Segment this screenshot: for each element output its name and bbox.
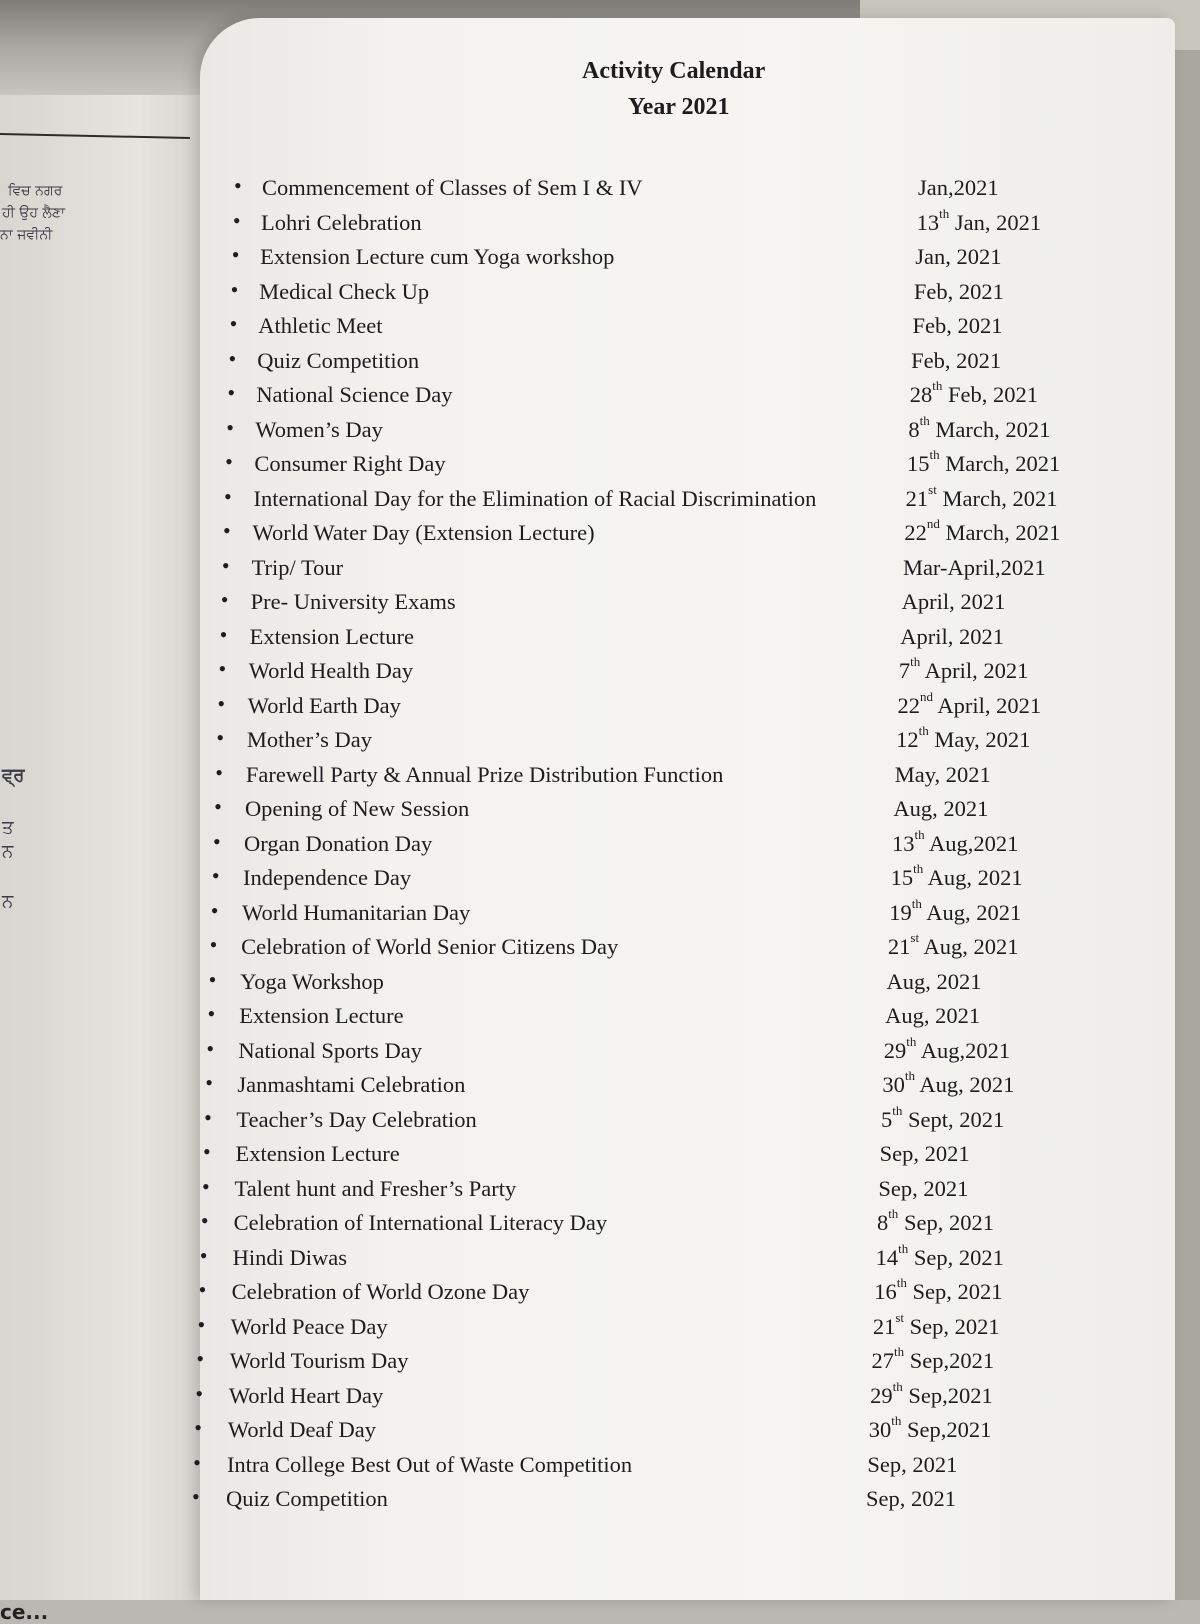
activity-name: Extension Lecture [239,1003,404,1028]
date-month-year: April, 2021 [920,658,1029,683]
activity-date [892,826,1019,857]
date-month-year: Aug, 2021 [919,934,1019,959]
left-page-fragment: ਨ [2,841,14,862]
bullet-icon: • [194,1415,202,1440]
date-ordinal-suffix: st [910,930,920,945]
date-ordinal-suffix: th [913,861,924,876]
bullet-icon: • [199,1242,208,1268]
activity-date [908,412,1051,443]
date-ordinal-suffix: th [939,205,950,221]
activity-name: World Heart Day [228,1382,384,1408]
activity-name: Medical Check Up [259,278,430,304]
bullet-icon: • [210,897,219,923]
activity-date [876,1206,994,1236]
bullet-icon: • [196,1346,205,1371]
bullet-icon: • [195,1380,204,1406]
date-ordinal-suffix: st [928,481,937,497]
date-ordinal-suffix: th [911,895,922,911]
activity-name: Pre- University Exams [250,589,456,614]
bullet-icon: • [201,1173,210,1199]
date-day: 13 [892,830,915,856]
bullet-icon: • [226,414,234,440]
activity-date [881,1102,1005,1133]
date-month-year: Sep, 2021 [908,1244,1004,1270]
date-day: 8 [876,1210,889,1235]
activity-name: Opening of New Session [244,796,470,821]
bullet-icon: • [214,794,222,819]
activity-date [887,930,1019,960]
activity-name: Trip/ Tour [251,554,344,580]
activity-date [893,796,988,822]
date-month-year: Sep, 2021 [878,1175,969,1201]
date-month-year: Sep, 2021 [867,1451,958,1477]
date-ordinal-suffix: nd [926,516,940,531]
activity-name: National Science Day [256,382,453,407]
bullet-icon: • [231,242,240,267]
bullet-icon: • [225,449,233,474]
date-ordinal-suffix: th [891,1413,902,1428]
activity-date [915,244,1001,270]
date-day: 28 [909,382,933,407]
date-ordinal-suffix: th [888,1206,899,1221]
bullet-icon: • [230,276,239,302]
activity-date [871,1344,995,1374]
activity-date [880,1141,970,1167]
activity-name: Mother’s Day [246,727,373,752]
activity-date [913,313,1003,339]
date-ordinal-suffix: th [932,378,943,393]
date-month-year: Jan, 2021 [949,209,1042,235]
date-day: 16 [874,1279,897,1304]
bullet-icon: • [198,1277,207,1302]
activity-name: World Health Day [248,658,414,683]
activity-name: World Earth Day [247,692,401,718]
date-month-year: Jan,2021 [918,175,999,200]
activity-date [867,1452,957,1478]
activity-name: World Tourism Day [229,1348,409,1373]
activity-date [883,1033,1011,1064]
date-ordinal-suffix: th [893,1344,905,1359]
activity-name: World Water Day (Extension Lecture) [252,520,595,545]
bullet-icon: • [217,690,226,716]
bullet-icon: • [227,380,236,405]
activity-name: Celebration of International Literacy Day [233,1210,608,1235]
bullet-icon: • [228,345,237,371]
activity-name: Extension Lecture [249,623,414,649]
background-right-edge [1175,50,1200,1600]
activity-date [874,1275,1003,1305]
date-ordinal-suffix: th [918,723,929,738]
left-page-fragment: ਨ [2,891,14,912]
date-day: 22 [904,520,927,545]
activity-name: Intra College Best Out of Waste Competition [226,1451,633,1477]
activity-name: Commencement of Classes of Sem I & IV [262,175,643,200]
date-ordinal-suffix: th [898,1240,909,1256]
date-month-year: Aug, 2021 [885,1003,981,1028]
bullet-icon: • [221,552,230,578]
activity-name: Janmashtami Celebration [237,1072,466,1097]
date-ordinal-suffix: th [919,412,930,428]
date-ordinal-suffix: th [906,1033,917,1049]
date-day: 21 [872,1313,896,1339]
left-page-rule [0,133,190,139]
activity-date [882,1068,1015,1098]
date-day: 22 [897,692,920,718]
activity-date [895,762,991,788]
activity-name: Hindi Diwas [232,1244,347,1270]
bullet-icon: • [203,1139,211,1164]
date-month-year: Sep,2021 [904,1348,995,1373]
date-month-year: March, 2021 [936,485,1058,511]
date-month-year: Aug, 2021 [915,1072,1015,1097]
activity-date [896,723,1031,753]
activity-date [904,516,1061,546]
activity-date [875,1240,1004,1271]
date-month-year: May, 2021 [894,761,991,787]
bullet-icon: • [224,483,232,509]
date-day: 21 [887,934,911,959]
activity-date [897,688,1042,719]
activity-date [909,378,1039,408]
date-month-year: Feb, 2021 [911,347,1002,373]
date-ordinal-suffix: th [892,1378,903,1394]
date-day: 30 [882,1072,905,1097]
bullet-icon: • [216,725,225,750]
activity-name: World Deaf Day [227,1417,377,1442]
bullet-icon: • [222,518,231,543]
date-month-year: Aug, 2021 [886,968,982,994]
date-month-year: Feb, 2021 [913,278,1004,304]
date-month-year: Sep, 2021 [906,1279,1003,1304]
date-month-year: May, 2021 [928,727,1031,752]
activity-date [916,205,1042,236]
activity-name: Quiz Competition [257,347,420,373]
date-day: 7 [898,658,911,683]
activity-date [878,1176,968,1202]
date-ordinal-suffix: th [904,1068,916,1083]
bullet-icon: • [213,828,221,854]
date-month-year: Feb, 2021 [912,313,1003,338]
left-page-fragment: ਵ੍ਰ [2,765,25,786]
bullet-icon: • [193,1449,201,1475]
left-page-fragment: ਤ [2,817,14,838]
activity-name: Celebration of World Ozone Day [231,1279,530,1304]
activity-date [885,1003,980,1029]
date-day: 30 [868,1417,892,1442]
activity-date [905,481,1058,512]
bullet-icon: • [200,1208,209,1233]
bullet-icon: • [211,863,220,888]
date-day: 5 [881,1106,893,1132]
bullet-icon: • [219,621,228,647]
activity-date [903,555,1046,581]
page-title: Activity Calendar [582,58,766,84]
date-ordinal-suffix: th [892,1102,903,1118]
activity-date [890,861,1023,891]
date-month-year: March, 2021 [939,520,1061,545]
date-month-year: Sep, 2021 [904,1313,1000,1339]
date-ordinal-suffix: th [914,826,925,842]
page-subtitle: Year 2021 [628,94,730,120]
activity-name: World Humanitarian Day [242,899,471,925]
date-month-year: March, 2021 [939,451,1061,476]
activity-name: World Peace Day [230,1313,388,1339]
date-day: 13 [916,209,940,235]
activity-name: International Day for the Elimination of Racial Discrimination [253,485,817,511]
date-month-year: Sep, 2021 [879,1141,970,1166]
date-month-year: Mar-April,2021 [902,554,1046,580]
date-ordinal-suffix: st [895,1309,904,1325]
bullet-icon: • [234,173,242,198]
activity-name: Farewell Party & Annual Prize Distribution Function [245,761,724,787]
bullet-icon: • [215,759,223,785]
activity-name: Consumer Right Day [254,451,446,476]
date-month-year: Aug, 2021 [923,865,1023,890]
date-day: 21 [905,485,929,511]
bullet-icon: • [209,932,218,957]
date-month-year: Sep, 2021 [866,1486,956,1511]
date-ordinal-suffix: th [910,654,921,669]
date-day: 27 [871,1348,894,1373]
bullet-icon: • [232,207,241,233]
date-month-year: April, 2021 [901,589,1006,614]
bullet-icon: • [208,966,217,992]
bullet-icon: • [218,656,227,681]
left-page-bottom-text: ce... [0,1600,49,1624]
activity-date [870,1378,993,1409]
date-month-year: Aug, 2021 [921,899,1022,925]
activity-date [898,654,1029,684]
activity-date [918,175,999,201]
background-left-page [0,95,230,1624]
date-month-year: Aug, 2021 [893,796,989,821]
date-month-year: Feb, 2021 [942,382,1039,407]
activity-date [887,969,982,995]
bullet-icon: • [204,1104,212,1130]
activity-date [914,279,1004,305]
bullet-icon: • [192,1484,200,1509]
activity-name: Yoga Workshop [240,968,384,994]
activity-date [868,1413,992,1443]
activity-name: Lohri Celebration [261,209,422,235]
date-ordinal-suffix: th [929,447,940,462]
date-day: 19 [889,899,912,925]
date-month-year: Sept, 2021 [902,1106,1005,1132]
activity-name: Extension Lecture [235,1141,400,1166]
activity-name: National Sports Day [238,1037,423,1063]
date-day: 15 [890,865,914,890]
date-month-year: Jan, 2021 [915,244,1002,269]
date-ordinal-suffix: th [896,1275,907,1290]
bullet-icon: • [220,587,229,612]
activity-name: Teacher’s Day Celebration [236,1106,477,1132]
activity-date [900,624,1004,650]
bullet-icon: • [205,1070,213,1095]
left-page-line: ਨਾ ਜਵੀਨੀ [0,227,53,243]
activity-date [889,895,1022,926]
activity-date [872,1309,1000,1340]
activity-name: Women’s Day [255,416,383,442]
date-month-year: Sep,2021 [901,1417,992,1442]
activity-name: Athletic Meet [258,313,383,338]
activity-name: Celebration of World Senior Citizens Day [241,934,619,959]
date-month-year: April, 2021 [900,623,1004,649]
date-month-year: Sep,2021 [902,1382,993,1408]
date-month-year: Aug,2021 [916,1037,1011,1063]
date-ordinal-suffix: nd [919,688,933,704]
bullet-icon: • [207,1001,216,1026]
date-day: 29 [883,1037,907,1063]
date-month-year: Sep, 2021 [898,1210,994,1235]
date-month-year: March, 2021 [929,416,1051,442]
activity-name: Independence Day [243,865,412,890]
date-day: 15 [907,451,930,476]
bullet-icon: • [197,1311,206,1337]
activity-date [866,1486,956,1512]
date-day: 8 [908,416,920,442]
activity-date [911,348,1001,374]
date-month-year: Aug,2021 [924,830,1019,856]
date-day: 12 [896,727,919,752]
left-page-line: ਹੀ ਉਹ ਲੈਣਾ [2,205,66,221]
date-month-year: April, 2021 [932,692,1042,718]
activity-name: Talent hunt and Fresher’s Party [234,1175,517,1201]
date-day: 14 [875,1244,899,1270]
date-day: 29 [870,1382,893,1408]
activity-name: Organ Donation Day [244,830,433,856]
bullet-icon: • [229,311,238,336]
activity-date [902,589,1006,615]
activity-date [907,447,1061,477]
left-page-line: ਵਿਚ ਨਗਰ [8,183,63,199]
bullet-icon: • [206,1035,215,1061]
activity-name: Quiz Competition [226,1486,388,1511]
activity-name: Extension Lecture cum Yoga workshop [260,244,615,269]
